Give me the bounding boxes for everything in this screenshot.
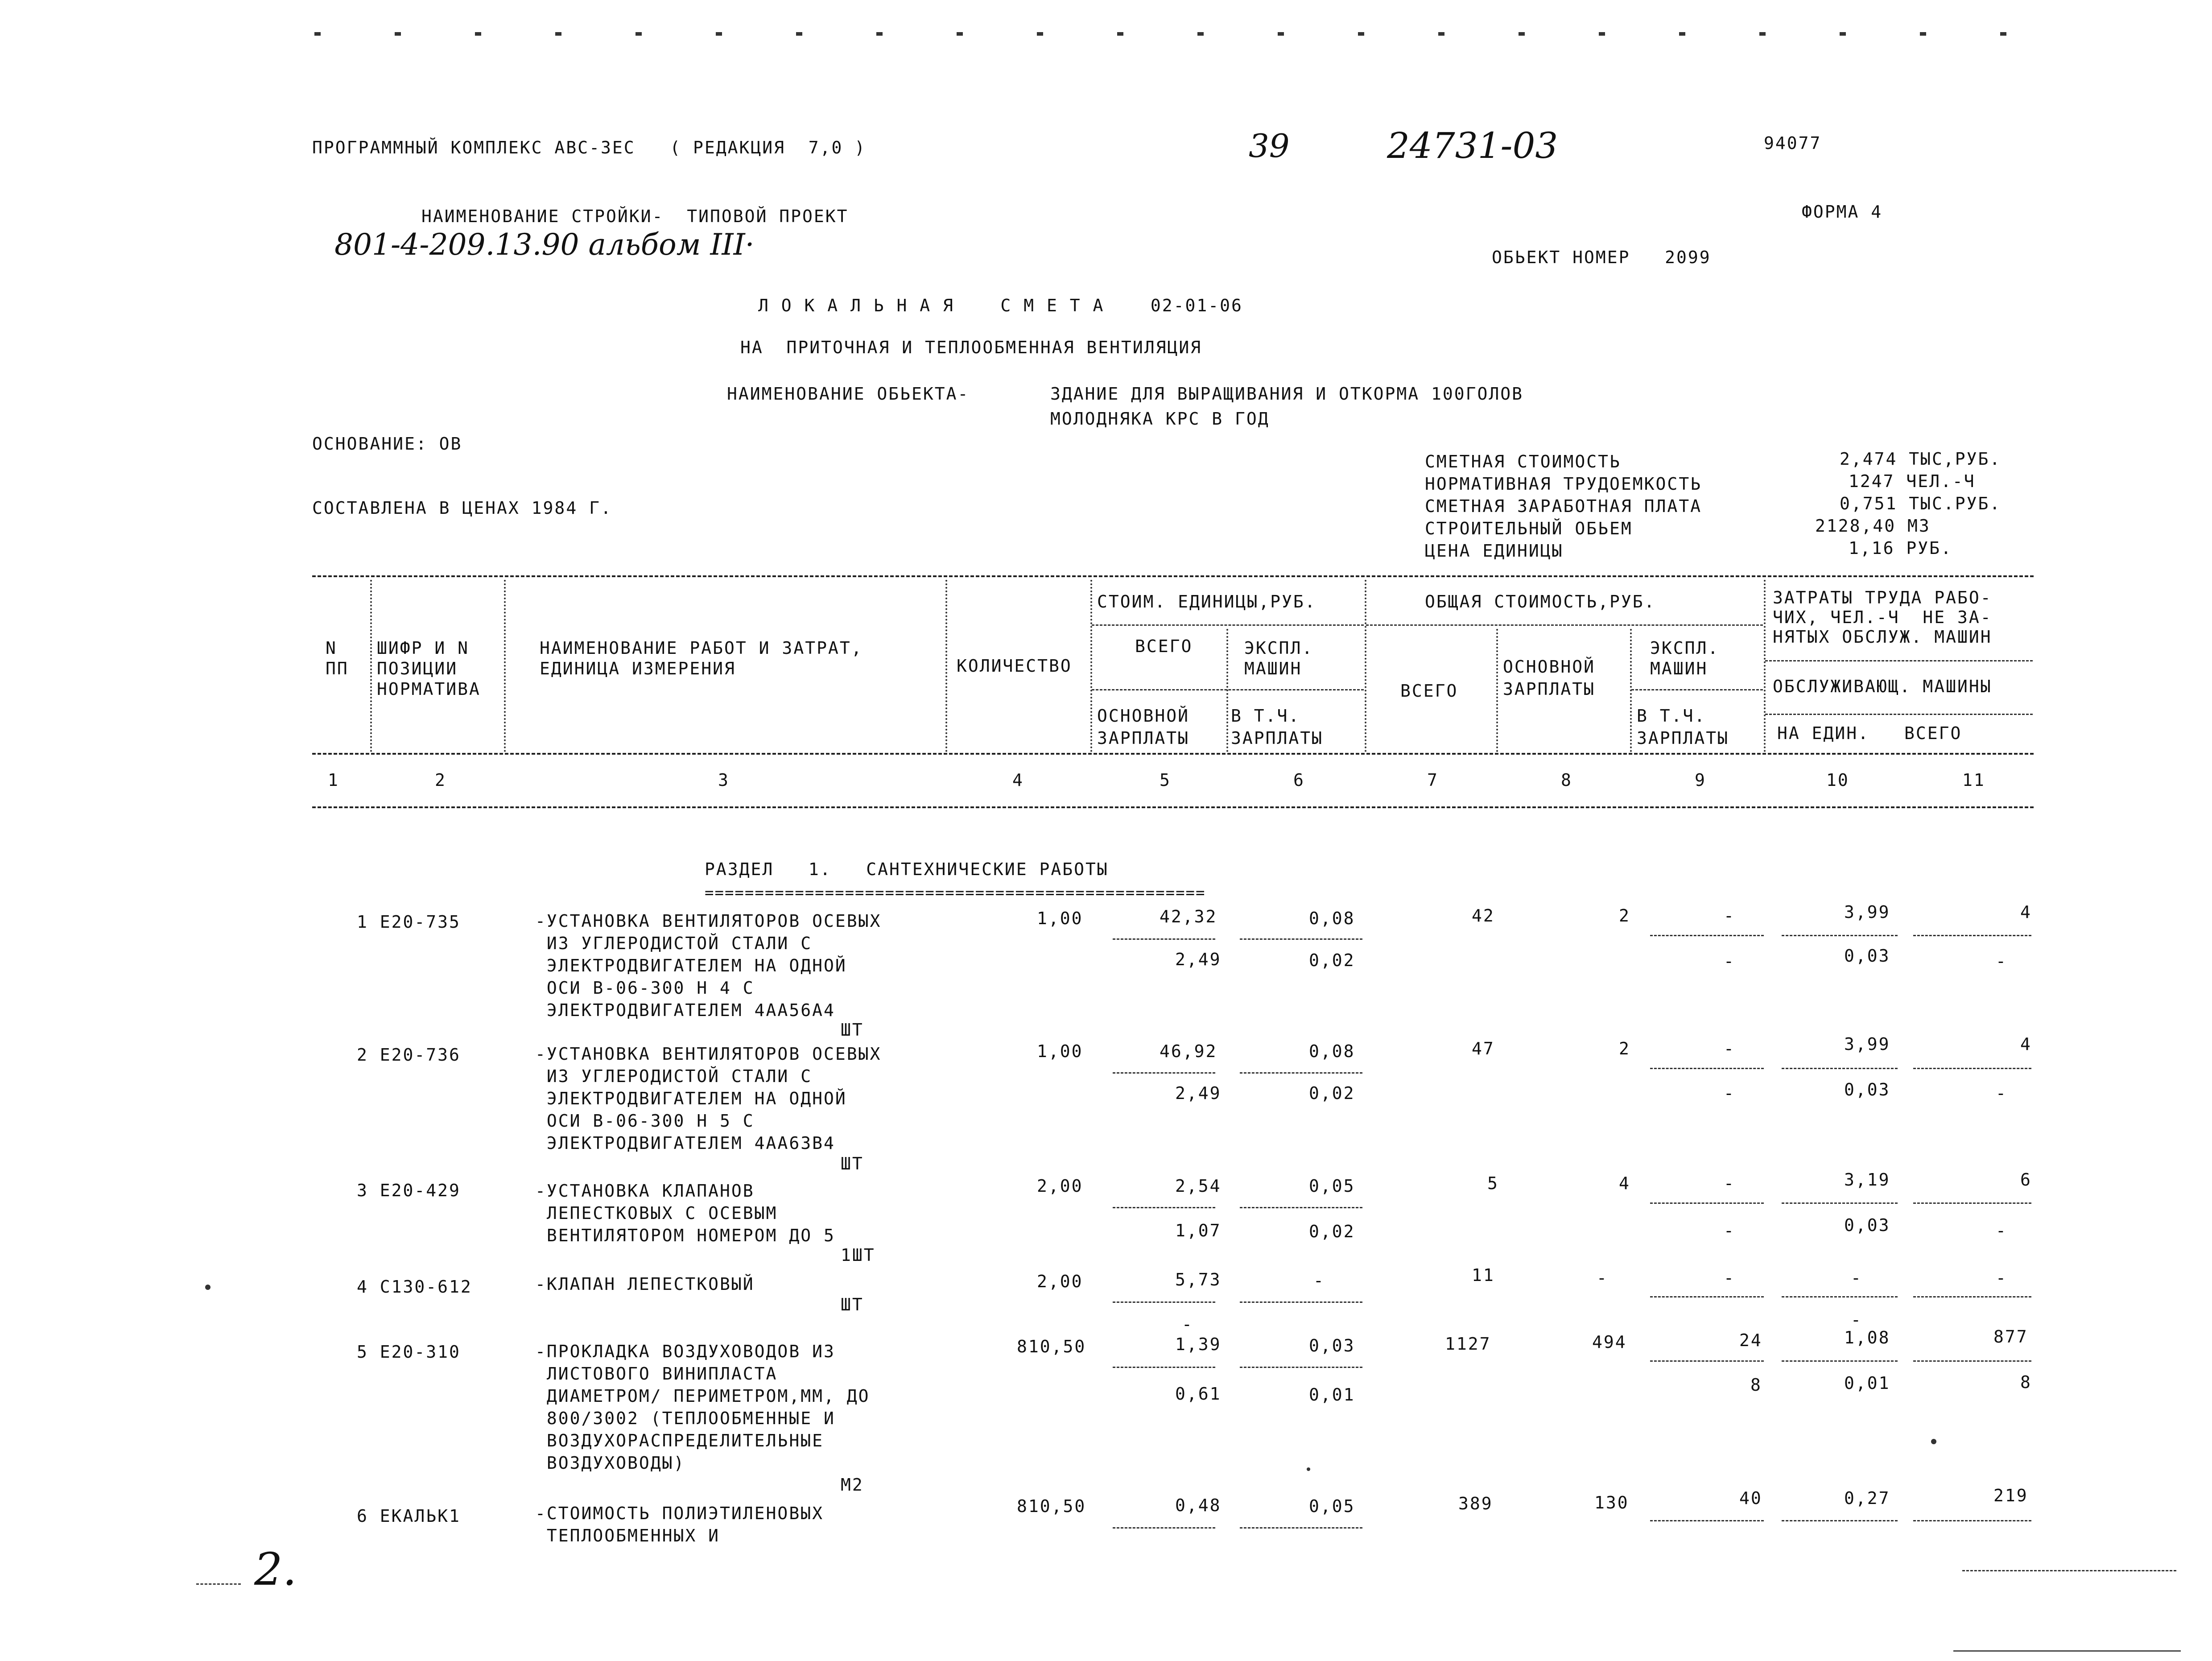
- row-unit-total: 0,48: [1175, 1496, 1222, 1515]
- row-labor-total: 4: [2020, 1034, 2032, 1054]
- row-work-name: -УСТАНОВКА ВЕНТИЛЯТОРОВ ОСЕВЫХ ИЗ УГЛЕРОДИСТОЙ СТАЛИ С ЭЛЕКТРОДВИГАТЕЛЕМ НА ОДНОЙ ОСИ В-06-300 Н 5 С ЭЛЕКТРОДВИГАТЕЛЕМ 4АА63В4: [535, 1044, 882, 1153]
- column-number: 11: [1962, 770, 1985, 790]
- column-number: 2: [435, 770, 446, 790]
- row-labor-total: 219: [1993, 1486, 2028, 1505]
- column-number: 5: [1160, 770, 1171, 790]
- col-header-9-top: ЭКСПЛ. МАШИН: [1650, 638, 1720, 678]
- col-header-name: НАИМЕНОВАНИЕ РАБОТ И ЗАТРАТ, ЕДИНИЦА ИЗМЕРЕНИЯ: [540, 638, 863, 678]
- row-work-name: -СТОИМОСТЬ ПОЛИЭТИЛЕНОВЫХ ТЕПЛООБМЕННЫХ И: [535, 1504, 824, 1545]
- page-title: Л О К А Л Ь Н А Я С М Е Т А 02-01-06: [758, 296, 1243, 315]
- column-number: 3: [718, 770, 730, 790]
- row-total-machines: 24: [1739, 1330, 1762, 1350]
- summary-value: 2128,40 М3: [1815, 516, 1931, 536]
- column-number: 8: [1561, 770, 1572, 790]
- row-qty: 810,50: [1017, 1337, 1086, 1356]
- row-total: 47: [1472, 1039, 1495, 1058]
- row-unit-total: 1,39: [1175, 1335, 1222, 1354]
- row-labor-machine-unit: -: [1851, 1310, 1862, 1330]
- scan-speck: [1931, 1439, 1936, 1444]
- row-total-machines: -: [1724, 1173, 1735, 1193]
- row-unit: ШТ: [841, 1154, 864, 1173]
- row-unit-wages: -: [1182, 1314, 1193, 1334]
- row-machine-wages: 8: [1750, 1375, 1762, 1395]
- row-total-machines: -: [1724, 1268, 1735, 1288]
- row-unit-total: 2,54: [1175, 1176, 1222, 1196]
- row-unit-machines: 0,03: [1309, 1336, 1355, 1355]
- estimate-subject: НА ПРИТОЧНАЯ И ТЕПЛООБМЕННАЯ ВЕНТИЛЯЦИЯ: [740, 338, 1202, 357]
- row-labor-unit: 3,19: [1844, 1170, 1890, 1190]
- row-unit: ШТ: [841, 1295, 864, 1314]
- row-qty: 1,00: [1037, 1041, 1083, 1061]
- row-total-wages: 4: [1619, 1173, 1630, 1193]
- row-labor-total: -: [1996, 1268, 2007, 1288]
- object-name-line-2: МОЛОДНЯКА КРС В ГОД: [1050, 409, 1270, 429]
- row-labor-machine-total: -: [1996, 1083, 2007, 1103]
- row-labor-total: 877: [1993, 1327, 2028, 1347]
- row-machine-wages: -: [1724, 1221, 1735, 1240]
- row-total: 5: [1487, 1173, 1499, 1193]
- row-qty: 2,00: [1037, 1272, 1083, 1291]
- summary-value: 2,474 ТЫС,РУБ.: [1840, 449, 2002, 469]
- row-work-name: -КЛАПАН ЛЕПЕСТКОВЫЙ: [535, 1274, 755, 1294]
- row-unit: М2: [841, 1475, 864, 1495]
- row-unit: 1ШТ: [841, 1245, 875, 1265]
- sheet-number: 39: [1249, 127, 1290, 165]
- header-rule-top: [312, 575, 2034, 577]
- row-qty: 1,00: [1037, 909, 1083, 928]
- col-header-8: ОСНОВНОЙ ЗАРПЛАТЫ: [1503, 657, 1596, 699]
- price-level-line: СОСТАВЛЕНА В ЦЕНАХ 1984 Г.: [312, 498, 612, 518]
- row-unit-machines: 0,08: [1309, 1041, 1355, 1061]
- row-qty: 2,00: [1037, 1176, 1083, 1196]
- row-total-wages: 2: [1619, 1039, 1630, 1058]
- number-row-rule: [312, 806, 2034, 808]
- row-unit: ШТ: [841, 1020, 864, 1040]
- row-work-name: -УСТАНОВКА ВЕНТИЛЯТОРОВ ОСЕВЫХ ИЗ УГЛЕРОДИСТОЙ СТАЛИ С ЭЛЕКТРОДВИГАТЕЛЕМ НА ОДНОЙ ОСИ В-06-300 Н 4 С ЭЛЕКТРОДВИГАТЕЛЕМ 4АА56А4: [535, 911, 882, 1020]
- row-total-wages: 494: [1592, 1332, 1627, 1352]
- col-header-unit-cost: СТОИМ. ЕДИНИЦЫ,РУБ.: [1097, 592, 1316, 612]
- row-unit-total: 46,92: [1160, 1041, 1217, 1061]
- row-machine-wages: -: [1724, 1083, 1735, 1103]
- row-unit-machine-wages: 0,02: [1309, 1222, 1355, 1241]
- row-position-code: 6 ЕКАЛЬК1: [357, 1506, 461, 1526]
- project-reference: 801-4-209.13.90 альбом III·: [334, 227, 755, 262]
- scan-speck: [1307, 1467, 1310, 1471]
- row-unit-total: 42,32: [1160, 907, 1217, 926]
- row-labor-unit: -: [1851, 1268, 1862, 1288]
- row-unit-wages: 0,61: [1175, 1384, 1222, 1404]
- col-header-6-bottom: В Т.Ч. ЗАРПЛАТЫ: [1231, 706, 1324, 748]
- row-labor-machine-total: -: [1996, 951, 2007, 971]
- row-unit-machine-wages: 0,02: [1309, 1083, 1355, 1103]
- summary-label: ЦЕНА ЕДИНИЦЫ: [1425, 541, 1564, 561]
- scan-mark-line: [196, 1583, 241, 1585]
- construction-label: НАИМЕНОВАНИЕ СТРОЙКИ- ТИПОВОЙ ПРОЕКТ: [421, 207, 849, 226]
- row-labor-machine-unit: 0,03: [1844, 1080, 1890, 1099]
- row-work-name: -ПРОКЛАДКА ВОЗДУХОВОДОВ ИЗ ЛИСТОВОГО ВИНИПЛАСТА ДИАМЕТРОМ/ ПЕРИМЕТРОМ,ММ, ДО 800/3002 (ТЕПЛООБМЕННЫЕ И ВОЗДУХОРАСПРЕДЕЛИТЕЛЬНЫЕ ВОЗДУХОВОДЫ): [535, 1342, 870, 1473]
- row-labor-unit: 1,08: [1844, 1328, 1890, 1347]
- section-underline: ==================================================: [705, 884, 1206, 902]
- row-machine-wages: -: [1724, 951, 1735, 971]
- row-unit-wages: 2,49: [1175, 1083, 1222, 1103]
- row-total-machines: 40: [1739, 1488, 1762, 1508]
- row-unit-wages: 1,07: [1175, 1221, 1222, 1240]
- object-name-line-1: ЗДАНИЕ ДЛЯ ВЫРАЩИВАНИЯ И ОТКОРМА 100ГОЛОВ: [1050, 384, 1523, 404]
- row-labor-machine-total: -: [1996, 1221, 2007, 1240]
- header-rule-bottom: [312, 753, 2034, 755]
- col-header-labor-sub: ОБСЛУЖИВАЮЩ. МАШИНЫ: [1773, 677, 1992, 696]
- row-labor-machine-unit: 0,03: [1844, 1215, 1890, 1235]
- row-unit-machines: 0,05: [1309, 1176, 1355, 1196]
- row-unit-total: 5,73: [1175, 1270, 1222, 1289]
- row-unit-machines: -: [1313, 1271, 1325, 1290]
- row-total-wages: 2: [1619, 906, 1630, 926]
- row-labor-machine-total: 8: [2020, 1372, 2032, 1392]
- row-labor-unit: 0,27: [1844, 1488, 1890, 1508]
- row-labor-total: 4: [2020, 902, 2032, 922]
- row-position-code: 5 Е20-310: [357, 1342, 461, 1362]
- object-number: ОБЬЕКТ НОМЕР 2099: [1492, 248, 1711, 267]
- col-header-total-cost: ОБЩАЯ СТОИМОСТЬ,РУБ.: [1425, 592, 1656, 612]
- row-position-code: 2 Е20-736: [357, 1045, 461, 1065]
- row-total: 389: [1458, 1494, 1493, 1513]
- row-unit-machine-wages: 0,02: [1309, 950, 1355, 970]
- row-labor-machine-unit: 0,03: [1844, 946, 1890, 966]
- row-total-wages: 130: [1594, 1493, 1629, 1512]
- scan-mark-line: [1962, 1570, 2176, 1571]
- col-header-9-bottom: В Т.Ч. ЗАРПЛАТЫ: [1637, 706, 1729, 748]
- code-number: 94077: [1764, 133, 1822, 153]
- summary-value: 1,16 РУБ.: [1849, 538, 1952, 558]
- row-total-machines: -: [1724, 1039, 1735, 1058]
- column-number: 10: [1826, 770, 1849, 790]
- col-header-5-top: ВСЕГО: [1135, 636, 1193, 656]
- row-total: 1127: [1445, 1334, 1491, 1354]
- col-header-11: ВСЕГО: [1904, 723, 1962, 743]
- column-number: 7: [1427, 770, 1439, 790]
- row-unit-wages: 2,49: [1175, 950, 1222, 969]
- summary-label: СМЕТНАЯ СТОИМОСТЬ: [1425, 452, 1621, 471]
- summary-value: 1247 ЧЕЛ.-Ч: [1849, 471, 1976, 491]
- col-header-5-bottom: ОСНОВНОЙ ЗАРПЛАТЫ: [1097, 706, 1190, 748]
- summary-label: СМЕТНАЯ ЗАРАБОТНАЯ ПЛАТА: [1425, 496, 1702, 516]
- row-total-wages: -: [1597, 1268, 1608, 1288]
- summary-label: НОРМАТИВНАЯ ТРУДОЕМКОСТЬ: [1425, 474, 1702, 494]
- row-work-name: -УСТАНОВКА КЛАПАНОВ ЛЕПЕСТКОВЫХ С ОСЕВЫМ ВЕНТИЛЯТОРОМ НОМЕРОМ ДО 5: [535, 1181, 835, 1245]
- column-number: 4: [1012, 770, 1024, 790]
- row-labor-unit: 3,99: [1844, 1034, 1890, 1054]
- scan-mark-line: [1953, 1650, 2181, 1652]
- column-number: 9: [1695, 770, 1706, 790]
- basis-line: ОСНОВАНИЕ: ОВ: [312, 434, 462, 454]
- row-labor-machine-unit: 0,01: [1844, 1373, 1890, 1393]
- column-number: 6: [1293, 770, 1305, 790]
- document-code: 24731-03: [1387, 125, 1558, 166]
- form-label: ФОРМА 4: [1802, 202, 1883, 222]
- row-total-machines: -: [1724, 906, 1735, 926]
- row-unit-machines: 0,08: [1309, 909, 1355, 928]
- program-line: ПРОГРАММНЫЙ КОМПЛЕКС АВС-3ЕС ( РЕДАКЦИЯ 7,0 ): [312, 138, 867, 157]
- col-header-pos: N ПП: [326, 638, 349, 678]
- row-total: 11: [1472, 1265, 1495, 1285]
- column-number: 1: [328, 770, 339, 790]
- section-title: РАЗДЕЛ 1. САНТЕХНИЧЕСКИЕ РАБОТЫ: [705, 859, 1109, 879]
- col-header-labor: ЗАТРАТЫ ТРУДА РАБО- ЧИХ, ЧЕЛ.-Ч НЕ ЗА- НЯТЫХ ОБСЛУЖ. МАШИН: [1773, 588, 1992, 647]
- row-total: 42: [1472, 906, 1495, 926]
- row-unit-machines: 0,05: [1309, 1496, 1355, 1516]
- row-position-code: 4 С130-612: [357, 1277, 472, 1297]
- summary-label: СТРОИТЕЛЬНЫЙ ОБЬЕМ: [1425, 519, 1633, 538]
- row-labor-total: 6: [2020, 1170, 2032, 1190]
- col-header-7: ВСЕГО: [1400, 681, 1458, 701]
- object-name-label: НАИМЕНОВАНИЕ ОБЬЕКТА-: [727, 384, 970, 404]
- summary-value: 0,751 ТЫС.РУБ.: [1840, 494, 2002, 513]
- row-labor-unit: 3,99: [1844, 902, 1890, 922]
- col-header-10: НА ЕДИН.: [1777, 723, 1870, 743]
- row-qty: 810,50: [1017, 1496, 1086, 1516]
- col-header-qty: КОЛИЧЕСТВО: [957, 656, 1072, 676]
- row-position-code: 3 Е20-429: [357, 1181, 461, 1200]
- col-header-6-top: ЭКСПЛ. МАШИН: [1244, 638, 1314, 678]
- row-position-code: 1 Е20-735: [357, 912, 461, 932]
- row-unit-machine-wages: 0,01: [1309, 1385, 1355, 1405]
- handwritten-page-number: 2.: [254, 1543, 297, 1595]
- col-header-code: ШИФР И N ПОЗИЦИИ НОРМАТИВА: [377, 638, 481, 699]
- scan-speck: [205, 1285, 210, 1290]
